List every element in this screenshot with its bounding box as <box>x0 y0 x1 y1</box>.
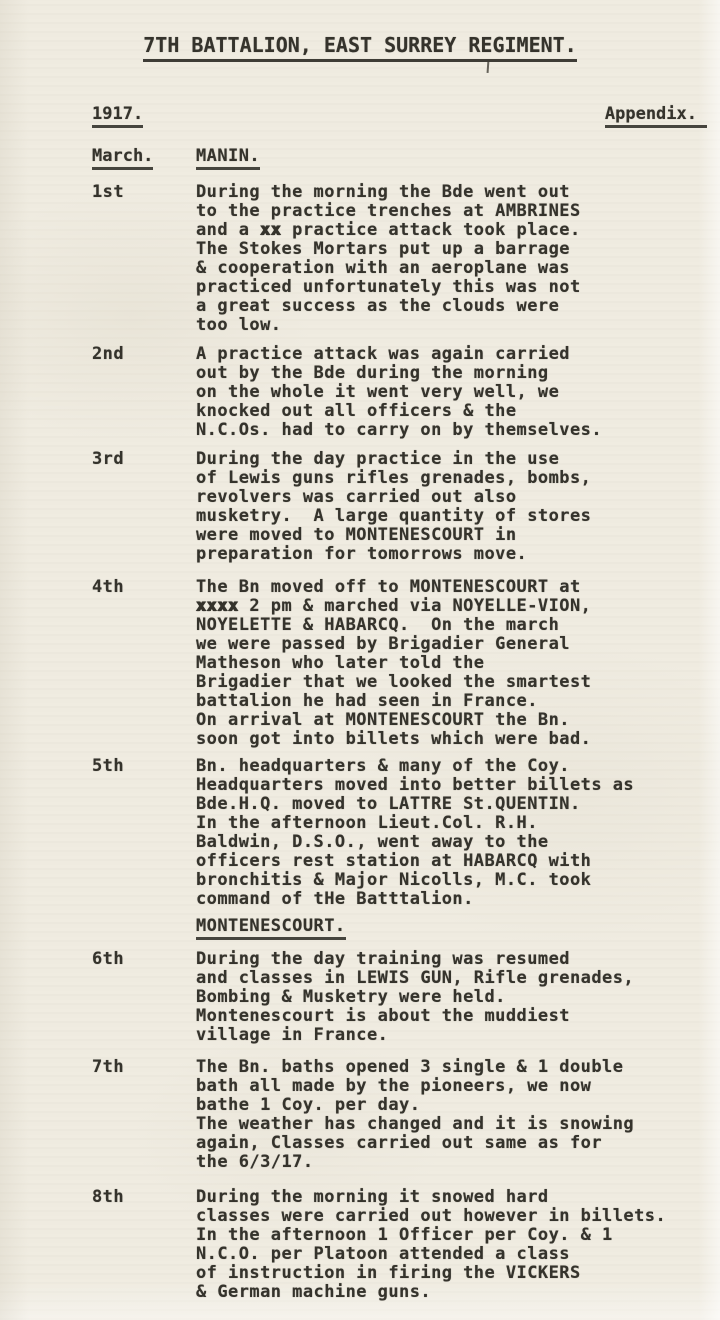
entry-line: Bde.H.Q. moved to LATTRE St.QUENTIN. <box>196 794 581 814</box>
entry-line: During the morning the Bde went out <box>196 182 570 202</box>
entry-body <box>196 183 581 335</box>
entry-date: 7th <box>92 1057 125 1077</box>
entry-date: 6th <box>92 949 125 969</box>
entry-line: Baldwin, D.S.O., went away to the <box>196 832 549 852</box>
entry-date: 2nd <box>92 344 125 364</box>
entry-date: 8th <box>92 1187 125 1207</box>
month-text: March. <box>92 146 153 170</box>
entry-line: to the practice trenches at AMBRINES <box>196 201 581 221</box>
entry-line: a great success as the clouds were <box>196 296 560 316</box>
entry-body <box>196 1058 634 1172</box>
entry-line: officers rest station at HABARCQ with <box>196 851 592 871</box>
entry-line: and a xx practice attack took place. <box>196 220 581 240</box>
entry-date: 1st <box>92 182 125 202</box>
entry-line: bath all made by the pioneers, we now <box>196 1076 592 1096</box>
entry-line: In the afternoon 1 Officer per Coy. & 1 <box>196 1225 613 1245</box>
entry-line: revolvers was carried out also <box>196 487 517 507</box>
entry-line: Bombing & Musketry were held. <box>196 987 506 1007</box>
entry-line: practiced unfortunately this was not <box>196 277 581 297</box>
entry-line: we were passed by Brigadier General <box>196 634 570 654</box>
year-label <box>92 104 143 124</box>
entry-date: 4th <box>92 577 125 597</box>
entry-line: classes were carried out however in billets. <box>196 1206 667 1226</box>
entry-body <box>196 950 634 1045</box>
entry-line: and classes in LEWIS GUN, Rifle grenades, <box>196 968 635 988</box>
entry-line: Montenescourt is about the muddiest <box>196 1006 570 1026</box>
entry-body <box>196 345 602 440</box>
appendix-label <box>605 104 707 124</box>
entry-line: musketry. A large quantity of stores <box>196 506 592 526</box>
section-heading-manin <box>196 146 260 166</box>
entry-line: N.C.Os. had to carry on by themselves. <box>196 420 603 440</box>
month-label <box>92 146 153 166</box>
entry-line: A practice attack was again carried <box>196 344 570 364</box>
entry-date: 5th <box>92 756 125 776</box>
entry-line: of Lewis guns rifles grenades, bombs, <box>196 468 592 488</box>
entry-body <box>196 1188 666 1302</box>
entry-line: on the whole it went very well, we <box>196 382 560 402</box>
section-heading-montenescourt <box>196 916 346 936</box>
entry-line: battalion he had seen in France. <box>196 691 538 711</box>
entry-line: were moved to MONTENESCOURT in <box>196 525 517 545</box>
entry-line: again, Classes carried out same as for <box>196 1133 603 1153</box>
entry-line: In the afternoon Lieut.Col. R.H. <box>196 813 538 833</box>
entry-date: 3rd <box>92 449 125 469</box>
entry-line: The Bn moved off to MONTENESCOURT at <box>196 577 581 597</box>
page-title <box>0 33 720 62</box>
entry-body <box>196 450 591 564</box>
entry-line: knocked out all officers & the <box>196 401 517 421</box>
entry-line: Bn. headquarters & many of the Coy. <box>196 756 570 776</box>
entry-line: Brigadier that we looked the smartest <box>196 672 592 692</box>
entry-line: village in France. <box>196 1025 389 1045</box>
entry-line: On arrival at MONTENESCOURT the Bn. <box>196 710 570 730</box>
stray-ink-mark <box>487 60 490 73</box>
entry-line: too low. <box>196 315 282 335</box>
section-heading-montenescourt-text: MONTENESCOURT. <box>196 916 346 940</box>
entry-line: the 6/3/17. <box>196 1152 314 1172</box>
entry-line: The weather has changed and it is snowing <box>196 1114 635 1134</box>
entry-line: xxxx 2 pm & marched via NOYELLE-VION, <box>196 596 592 616</box>
year-text: 1917. <box>92 104 143 128</box>
entry-line: During the morning it snowed hard <box>196 1187 549 1207</box>
entry-body <box>196 578 591 749</box>
entry-line: out by the Bde during the morning <box>196 363 549 383</box>
entry-line: command of tHe Batttalion. <box>196 889 474 909</box>
entry-line: bathe 1 Coy. per day. <box>196 1095 421 1115</box>
entry-line: During the day practice in the use <box>196 449 560 469</box>
entry-line: The Bn. baths opened 3 single & 1 double <box>196 1057 624 1077</box>
entry-body <box>196 757 634 909</box>
entry-line: soon got into billets which were bad. <box>196 729 592 749</box>
entry-line: During the day training was resumed <box>196 949 570 969</box>
entry-line: & German machine guns. <box>196 1282 432 1302</box>
entry-line: Headquarters moved into better billets as <box>196 775 635 795</box>
entry-line: & cooperation with an aeroplane was <box>196 258 570 278</box>
entry-line: N.C.O. per Platoon attended a class <box>196 1244 570 1264</box>
entry-line: preparation for tomorrows move. <box>196 544 528 564</box>
entry-line: The Stokes Mortars put up a barrage <box>196 239 570 259</box>
appendix-text: Appendix. <box>605 104 707 128</box>
entry-line: Matheson who later told the <box>196 653 485 673</box>
entry-line: NOYELETTE & HABARCQ. On the march <box>196 615 560 635</box>
entry-line: bronchitis & Major Nicolls, M.C. took <box>196 870 592 890</box>
page-title-text: 7TH BATTALION, EAST SURREY REGIMENT. <box>143 33 576 62</box>
section-heading-manin-text: MANIN. <box>196 146 260 170</box>
entry-line: of instruction in firing the VICKERS <box>196 1263 581 1283</box>
